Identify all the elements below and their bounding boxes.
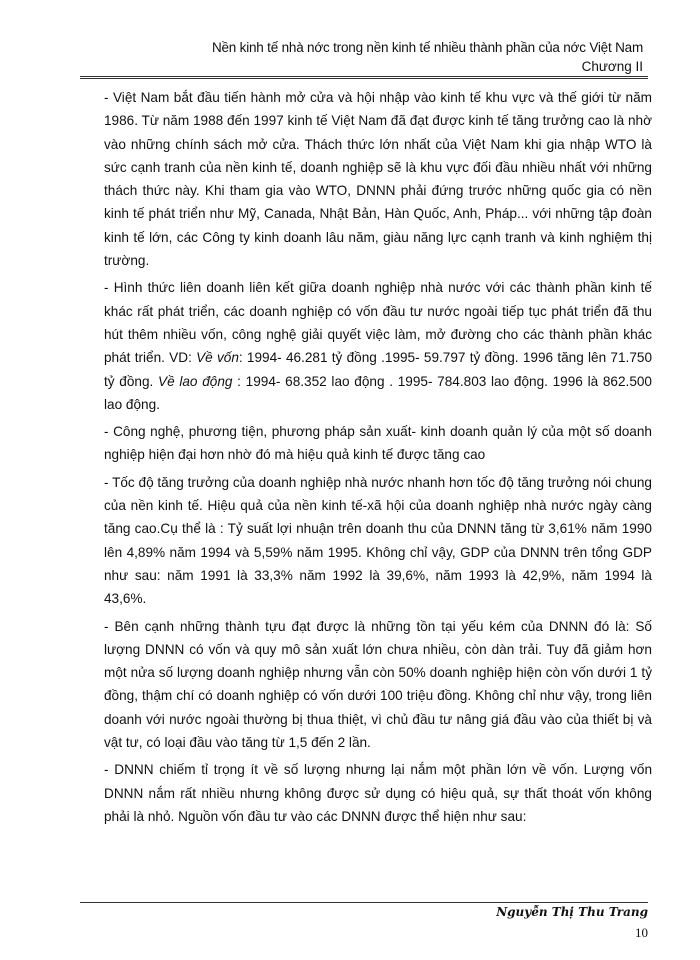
paragraph-joint-ventures — [104, 276, 652, 416]
paragraph-technology: - Công nghệ, phương tiện, phương pháp sản xuất- kinh doanh quản lý của một số doanh nghiệp hiện đại hơn nhờ đó mà hiệu quả kinh tế được tăng cao — [104, 424, 652, 463]
paragraph-growth-rate: - Tốc độ tăng trưởng của doanh nghiệp nhà nước nhanh hơn tốc độ tăng trưởng nói chung của nền kinh tế. Hiệu quả của nền kinh tế-xã hội của doanh nghiệp nhà nước ngày càng tăng cao.Cụ thể là : Tỷ suất lợi nhuận trên doanh thu của DNNN tăng từ 3,61% năm 1990 lên 4,89% năm 1994 và 5,59% năm 1995. Không chỉ vậy, GDP của DNNN trên tổng GDP như sau: năm 1991 là 33,3% năm 1992 là 39,6%, năm 1993 là 42,9%, năm 1994 là 43,6%. — [104, 474, 652, 607]
paragraph-weaknesses: - Bên cạnh những thành tựu đạt được là những tồn tại yếu kém của DNNN đó là: Số lượng DNNN có vốn và quy mô sản xuất lớn chưa nhiều, còn dàn trải. Tuy đã giảm hơn một nửa số lượng doanh nghiệp nhưng vẫn còn 50% doanh nghiệp hiện còn vốn dưới 1 tỷ đồng, thậm chí có doanh nghiệp có vốn dưới 100 triệu đồng. Không chỉ như vậy, trong liên doanh với nước ngoài thường bị thua thiệt, vì chủ đầu tư nâng giá đầu vào của thiết bị và vật tư, có loại đầu vào tăng từ 1,5 đến 2 lần. — [104, 618, 652, 751]
paragraph-opening-integration: - Việt Nam bắt đầu tiến hành mở cửa và hội nhập vào kinh tế khu vực và thế giới từ năm 1986. Từ năm 1988 đến 1997 kinh tế Việt Nam đã đạt được kinh tế tăng trưởng cao là nhờ vào những chính sách mở cửa. Thách thức lớn nhất của Việt Nam khi gia nhập WTO là sức cạnh tranh của nền kinh tế, doanh nghiệp sẽ là khu vực đối đầu nhiều nhất với những thách thức này. Khi tham gia vào WTO, DNNN phải đứng trước những quốc gia có nền kinh tế phát triển như Mỹ, Canada, Nhật Bản, Hàn Quốc, Anh, Pháp... với những tập đoàn kinh tế lớn, các Công ty kinh doanh lâu năm, giàu năng lực cạnh tranh và kinh nghiệm thị trường. — [104, 90, 652, 269]
footer-rule — [80, 902, 648, 903]
jv-text-before: - Hình thức liên doanh liên kết giữa doanh nghiệp nhà nước với các thành phần kinh tế khác rất phát triển, các doanh nghiệp có vốn đầu tư nước ngoài tiếp tục phát triển đã thu hút thêm nhiều vốn, công nghệ giải quyết việc làm, mở đường cho các thành phần khác phát triển. VD: — [104, 280, 652, 366]
jv-text-mid: : 1994- 46.281 tỷ đồng .1995- 59.797 tỷ đồng. 1996 tăng lên 71.750 tỷ đồng. — [104, 350, 653, 389]
footer-author: Nguyễn Thị Thu Trang — [496, 905, 648, 919]
chapter-label: Chương II — [581, 59, 643, 74]
paragraph-capital-share: - DNNN chiếm tỉ trọng ít về số lượng nhưng lại nắm một phần lớn về vốn. Lượng vốn DNNN nắm rất nhiều nhưng không được sử dụng có hiệu quả, sự thất thoát vốn không phải là nhỏ. Nguồn vốn đầu tư vào các DNNN được thể hiện như sau: — [104, 762, 652, 824]
body-text — [104, 86, 652, 832]
header-rule-second — [80, 78, 648, 79]
jv-italic-capital: Về vốn — [196, 350, 239, 366]
jv-text-after: : 1994- 68.352 lao động . 1995- 784.803 lao động. 1996 là 862.500 lao động. — [104, 373, 652, 412]
page-number: 10 — [635, 925, 648, 940]
running-header-title: Nền kinh tế nhà nớc trong nền kinh tế nhiều thành phần của nớc Việt Nam — [211, 40, 643, 55]
jv-italic-labor: Về lao động — [158, 373, 233, 389]
header-rule — [80, 76, 648, 77]
